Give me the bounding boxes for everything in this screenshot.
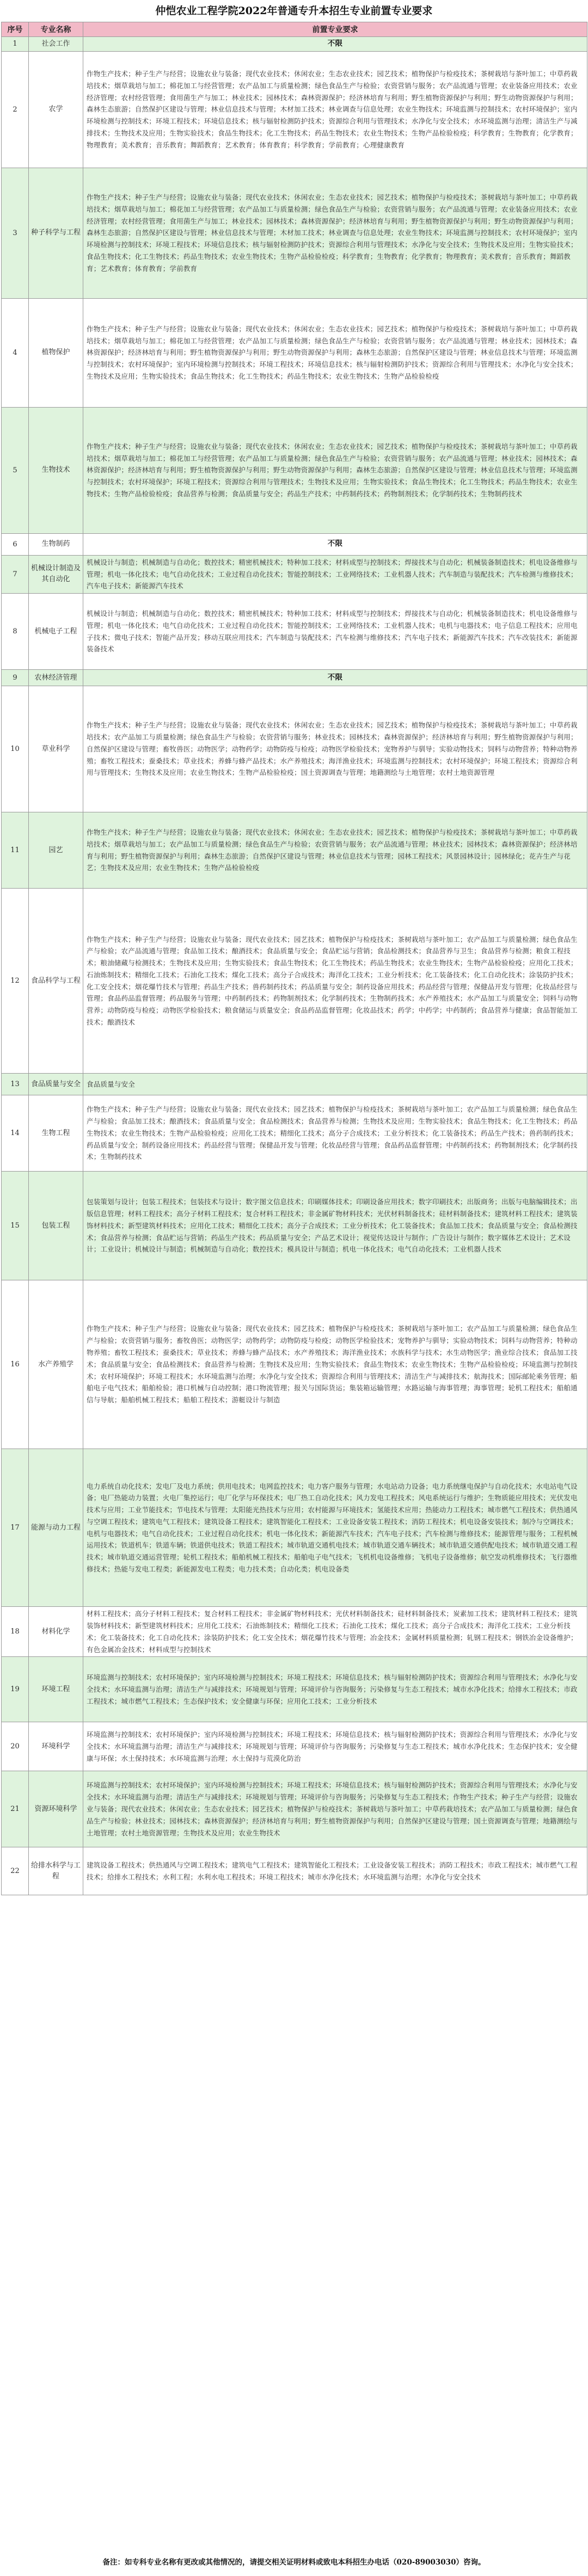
requirement-text: 作物生产技术；种子生产与经营；设施农业与装备；现代农业技术；休闲农业；生态农业技术；园艺技术；植物保护与检疫技术；茶树栽培与茶叶加工；中草药栽培技术；烟草栽培与加工；农产品加工与质量检测；绿色食品生产与检验；农资营销与服务；农产品流通与管理；林业技术；园林技术；森林资源保护；经济林培育与利用；野生植物资源保护与利用；森林生态旅游；自然保护区建设与管理；林业信息技术与管理；园林工程技术；风景园林设计；园林绿化；花卉生产与花艺；生物技术及应用；农业生物技术；生物产品检验检疫 [83, 812, 587, 889]
table-row [2, 51, 587, 168]
table-row [2, 670, 587, 686]
row-number: 22 [2, 1847, 29, 1895]
requirement-text: 作物生产技术；种子生产与经营；设施农业与装备；现代农业技术；园艺技术；植物保护与检疫技术；茶树栽培与茶叶加工；农产品加工与质量检测；绿色食品生产与检验；食品加工技术；酿酒技术；食品质量与安全；食品检测技术；食品营养与检测；生物技术及应用；生物实验技术；食品生物技术；化工生物技术；药品生物技术；农业生物技术；生物产品检验检疫；应用化工技术；精细化工技术；高分子合成技术；工业分析技术；化工装备技术；药品生产技术；兽药制药技术；药品质量与安全；制药设备应用技术；药品经营与管理；保健品开发与管理；化妆品经营与管理；食品药品监督管理；中药制药技术；药物制剂技术；化学制药技术；生物制药技术 [83, 1095, 587, 1172]
table-row [2, 555, 587, 593]
table-row [2, 889, 587, 1074]
row-number: 9 [2, 670, 29, 686]
requirement-text: 环境监测与控制技术；农村环境保护；室内环境检测与控制技术；环境工程技术；环境信息技术；核与辐射检测防护技术；资源综合利用与管理技术；水净化与安全技术；水环境监测与治理；清洁生产与减排技术；环境规划与管理；环境评价与咨询服务；污染修复与生态工程技术；作物生产技术；种子生产与经营；设施农业与装备；现代农业技术；休闲农业；生态农业技术；园艺技术；植物保护与检疫技术；茶树栽培与茶叶加工；中草药栽培技术；农产品加工与质量检测；绿色食品生产与检验；林业技术；园林技术；森林资源保护；经济林培育与利用；野生植物资源保护与利用；自然保护区建设与管理；国土资源调查与管理；地籍测绘与土地管理；农村土地资源管理；生物技术及应用；农业生物技术 [83, 1771, 587, 1847]
major-name: 农林经济管理 [29, 670, 83, 686]
requirement-text: 食品质量与安全 [83, 1074, 587, 1095]
row-number: 20 [2, 1722, 29, 1771]
row-number: 13 [2, 1074, 29, 1095]
requirement-text: 材料工程技术；高分子材料工程技术；复合材料工程技术；非金属矿物材料技术；光伏材料制备技术；硅材料制备技术；炭素加工技术；建筑材料工程技术；建筑装饰材料技术；新型建筑材料技术；应用化工技术；石油炼制技术；精细化工技术；石油化工技术；煤化工技术；高分子合成技术；海洋化工技术；工业分析技术；化工装备技术；化工自动化技术；涂装防护技术；化工安全技术；烟花爆竹技术与管理；冶金技术；金属材料质量检测；轧钢工程技术；钢铁冶金设备维护；有色金属冶金技术；材料成型与控制技术 [83, 1607, 587, 1657]
requirement-text: 不限 [83, 670, 587, 686]
requirement-text: 作物生产技术；种子生产与经营；设施农业与装备；现代农业技术；园艺技术；植物保护与检疫技术；茶树栽培与茶叶加工；农产品加工与质量检测；绿色食品生产与检验；农资营销与服务；畜牧兽医；动物医学；动物药学；动物防疫与检疫；动物医学检验技术；宠物养护与驯导；实验动物技术；饲料与动物营养；特种动物养殖；畜牧工程技术；蚕桑技术；草业技术；养蜂与蜂产品技术；水产养殖技术；海洋渔业技术；水族科学与技术；水生动物医学；渔业综合技术；食品加工技术；食品质量与安全；食品检测技术；食品营养与检测；生物技术及应用；生物实验技术；食品生物技术；农业生物技术；生物产品检验检疫；环境监测与控制技术；农村环境保护；环境工程技术；水环境监测与治理；水净化与安全技术；资源综合利用与管理技术；清洁生产与减排技术；航海技术；国际邮轮乘务管理；船舶电子电气技术；船舶检验；港口机械与自动控制；港口物流管理；报关与国际货运；集装箱运输管理；水路运输与海事管理；海事管理；轮机工程技术；船舶通信与导航；船舶机械工程技术；船舶工程技术；游艇设计与制造 [83, 1280, 587, 1449]
major-name: 能源与动力工程 [29, 1449, 83, 1607]
table-row [2, 37, 587, 52]
row-number: 15 [2, 1172, 29, 1280]
major-name: 种子科学与工程 [29, 168, 83, 298]
requirement-text: 机械设计与制造；机械制造与自动化；数控技术；精密机械技术；特种加工技术；材料成型与控制技术；焊接技术与自动化；机械装备制造技术；机电设备维修与管理；机电一体化技术；电气自动化技术；工业过程自动化技术；智能控制技术；工业网络技术；工业机器人技术；电机与电器技术；电子信息工程技术；应用电子技术；微电子技术；智能产品开发；移动互联应用技术；汽车制造与装配技术；汽车检测与维修技术；汽车电子技术；新能源汽车技术；汽车改装技术；新能源装备技术 [83, 594, 587, 670]
table-row [2, 407, 587, 533]
major-name: 资源环境科学 [29, 1771, 83, 1847]
row-number: 3 [2, 168, 29, 298]
requirement-text: 作物生产技术；种子生产与经营；设施农业与装备；现代农业技术；休闲农业；生态农业技术；园艺技术；植物保护与检疫技术；茶树栽培与茶叶加工；中草药栽培技术；农产品加工与质量检测；绿色食品生产与检验；农资营销与服务；林业技术；园林技术；森林资源保护；经济林培育与利用；野生植物资源保护与利用；自然保护区建设与管理；畜牧兽医；动物医学；动物药学；动物防疫与检疫；动物医学检验技术；宠物养护与驯导；实验动物技术；饲料与动物营养；特种动物养殖；畜牧工程技术；蚕桑技术；草业技术；养蜂与蜂产品技术；水产养殖技术；海洋渔业技术；环境监测与控制技术；农村环境保护；环境工程技术；资源综合利用与管理技术；生物技术及应用；农业生物技术；生物产品检验检疫；国土资源调查与管理；地籍测绘与土地管理；农村土地资源管理 [83, 686, 587, 812]
table-row [2, 1280, 587, 1449]
header-num: 序号 [2, 22, 29, 37]
major-name: 机械电子工程 [29, 594, 83, 670]
major-name: 园艺 [29, 812, 83, 889]
major-name: 草业科学 [29, 686, 83, 812]
table-body [2, 37, 587, 1895]
table-row [2, 1722, 587, 1771]
row-number: 2 [2, 51, 29, 168]
table-row [2, 812, 587, 889]
major-name: 生物制药 [29, 533, 83, 555]
major-name: 环境科学 [29, 1722, 83, 1771]
row-number: 19 [2, 1657, 29, 1722]
table-row [2, 1074, 587, 1095]
major-name: 机械设计制造及其自动化 [29, 555, 83, 593]
row-number: 18 [2, 1607, 29, 1657]
table-row [2, 533, 587, 555]
requirement-text: 作物生产技术；种子生产与经营；设施农业与装备；现代农业技术；休闲农业；生态农业技术；园艺技术；植物保护与检疫技术；茶树栽培与茶叶加工；中草药栽培技术；烟草栽培与加工；棉花加工与经营管理；农产品加工与质量检测；绿色食品生产与检验；农资营销与服务；农产品流通与管理；林业技术；园林技术；森林资源保护；经济林培育与利用；野生植物资源保护与利用；野生动物资源保护与利用；森林生态旅游；自然保护区建设与管理；林业信息技术与管理；环境监测与控制技术；农村环境保护；室内环境检测与控制技术；环境工程技术；环境信息技术；核与辐射检测防护技术；资源综合利用与管理技术；水净化与安全技术；生物技术及应用；生物实验技术；食品生物技术；化工生物技术；药品生物技术；农业生物技术；生物产品检验检疫 [83, 298, 587, 407]
major-name: 给排水科学与工程 [29, 1847, 83, 1895]
requirement-text: 机械设计与制造；机械制造与自动化；数控技术；精密机械技术；特种加工技术；材料成型与控制技术；焊接技术与自动化；机械装备制造技术；机电设备维修与管理；机电一体化技术；电气自动化技术；工业过程自动化技术；智能控制技术；工业网络技术；工业机器人技术；汽车制造与装配技术；汽车检测与维修技术；汽车电子技术；新能源汽车技术 [83, 555, 587, 593]
requirement-text: 环境监测与控制技术；农村环境保护；室内环境检测与控制技术；环境工程技术；环境信息技术；核与辐射检测防护技术；资源综合利用与管理技术；水净化与安全技术；水环境监测与治理；清洁生产与减排技术；环境规划与管理；环境评价与咨询服务；污染修复与生态工程技术；城市水净化技术；生态保护技术；安全健康与环保；水土保持技术；水环境监测与治理；水土保持与荒漠化防治 [83, 1722, 587, 1771]
table-row [2, 1847, 587, 1895]
table-header-row [2, 22, 587, 37]
major-name: 包装工程 [29, 1172, 83, 1280]
row-number: 11 [2, 812, 29, 889]
row-number: 7 [2, 555, 29, 593]
footer-note: 备注：如专科专业名称有更改或其他情况的，请提交相关证明材料或致电本科招生办电话（020-89003030）咨询。 [102, 2558, 486, 2567]
row-number: 14 [2, 1095, 29, 1172]
header-name: 专业名称 [29, 22, 83, 37]
major-name: 农学 [29, 51, 83, 168]
table-row [2, 1449, 587, 1607]
requirement-text: 电力系统自动化技术；发电厂及电力系统；供用电技术；电网监控技术；电力客户服务与管理；水电站动力设备；电力系统继电保护与自动化技术；水电站电气设备；电厂热能动力装置；火电厂集控运行；电厂化学与环保技术；电厂热工自动化技术；风力发电工程技术；风电系统运行与维护；生物质能应用技术；光伏发电技术与应用；工业节能技术；节电技术与管理；太阳能光热技术与应用；农村能源与环境技术；氢能技术应用；热能动力工程技术；城市燃气工程技术；供热通风与空调工程技术；建筑电气工程技术；建筑设备工程技术；建筑智能化工程技术；工业设备安装工程技术；消防工程技术；机电设备安装技术；制冷与空调技术；电机与电器技术；电气自动化技术；工业过程自动化技术；机电一体化技术；新能源汽车技术；汽车电子技术；汽车检测与维修技术；能源管理与服务；工程机械运用技术；铁道机车；铁道车辆；铁道供电技术；铁道工程技术；城市轨道交通机电技术；城市轨道交通车辆技术；城市轨道交通供配电技术；城市轨道交通工程技术；城市轨道交通运营管理；轮机工程技术；船舶机械工程技术；船舶电子电气技术；飞机机电设备维修；飞机电子设备维修；航空发动机维修技术；飞行器维修技术；热能与发电工程类；新能源发电工程类；电力技术类；自动化类；机电设备类 [83, 1449, 587, 1607]
major-name: 生物工程 [29, 1095, 83, 1172]
row-number: 5 [2, 407, 29, 533]
major-name: 水产养殖学 [29, 1280, 83, 1449]
requirement-text: 不限 [83, 37, 587, 52]
requirement-text: 作物生产技术；种子生产与经营；设施农业与装备；现代农业技术；休闲农业；生态农业技术；园艺技术；植物保护与检疫技术；茶树栽培与茶叶加工；中草药栽培技术；烟草栽培与加工；棉花加工与经营管理；农产品加工与质量检测；绿色食品生产与检验；农资营销与服务；农产品流通与管理；农业装备应用技术；农业经济管理；农村经营管理；食用菌生产与加工；林业技术；园林技术；森林资源保护；经济林培育与利用；野生植物资源保护与利用；野生动物资源保护与利用；森林生态旅游；自然保护区建设与管理；林业信息技术与管理；木材加工技术；林业调查与信息处理；农业生物技术；环境监测与控制技术；农村环境保护；室内环境检测与控制技术；环境工程技术；环境信息技术；核与辐射检测防护技术；资源综合利用与管理技术；水净化与安全技术；生物技术及应用；生物实验技术；食品生物技术；化工生物技术；药品生物技术；农业生物技术；生物产品检验检疫；科学教育；生物教育；化学教育；物理教育；美术教育；音乐教育；舞蹈教育；艺术教育；体育教育；学前教育 [83, 168, 587, 298]
row-number: 1 [2, 37, 29, 52]
table-row [2, 298, 587, 407]
table-row [2, 1771, 587, 1847]
row-number: 4 [2, 298, 29, 407]
requirement-text: 作物生产技术；种子生产与经营；设施农业与装备；现代农业技术；休闲农业；生态农业技术；园艺技术；植物保护与检疫技术；茶树栽培与茶叶加工；中草药栽培技术；烟草栽培与加工；棉花加工与经营管理；农产品加工与质量检测；绿色食品生产与检验；农资营销与服务；农产品流通与管理；农业装备应用技术；农业经济管理；农村经营管理；食用菌生产与加工；林业技术；园林技术；森林资源保护；经济林培育与利用；野生植物资源保护与利用；野生动物资源保护与利用；森林生态旅游；自然保护区建设与管理；林业信息技术与管理；木材加工技术；林业调查与信息处理；农业生物技术；环境监测与控制技术；农村环境保护；室内环境检测与控制技术；环境工程技术；环境信息技术；核与辐射检测防护技术；资源综合利用与管理技术；水净化与安全技术；水环境监测与治理；清洁生产与减排技术；生物技术及应用；生物实验技术；食品生物技术；化工生物技术；药品生物技术；农业生物技术；生物产品检验检疫；科学教育；生物教育；化学教育；物理教育；美术教育；音乐教育；舞蹈教育；艺术教育；体育教育；科学教育；学前教育；心理健康教育 [83, 51, 587, 168]
major-name: 社会工作 [29, 37, 83, 52]
requirement-text: 作物生产技术；种子生产与经营；设施农业与装备；现代农业技术；休闲农业；生态农业技术；园艺技术；植物保护与检疫技术；茶树栽培与茶叶加工；中草药栽培技术；烟草栽培与加工；棉花加工与经营管理；农产品加工与质量检测；绿色食品生产与检验；农资营销与服务；农产品流通与管理；林业技术；园林技术；森林资源保护；经济林培育与利用；野生植物资源保护与利用；野生动物资源保护与利用；森林生态旅游；自然保护区建设与管理；林业信息技术与管理；环境监测与控制技术；农村环境保护；环境工程技术；资源综合利用与管理技术；生物技术及应用；生物实验技术；食品生物技术；化工生物技术；药品生物技术；农业生物技术；生物产品检验检疫；食品营养与检测；食品质量与安全；药品生产技术；中药制药技术；药物制剂技术；化学制药技术；生物制药技术 [83, 407, 587, 533]
requirement-text: 环境监测与控制技术；农村环境保护；室内环境检测与控制技术；环境工程技术；环境信息技术；核与辐射检测防护技术；资源综合利用与管理技术；水净化与安全技术；水环境监测与治理；清洁生产与减排技术；环境规划与管理；环境评价与咨询服务；污染修复与生态工程技术；城市水净化技术；给排水工程技术；市政工程技术；城市燃气工程技术；生态保护技术；安全健康与环保；应用化工技术；工业分析技术 [83, 1657, 587, 1722]
requirement-text: 作物生产技术；种子生产与经营；设施农业与装备；现代农业技术；园艺技术；植物保护与检疫技术；茶树栽培与茶叶加工；农产品加工与质量检测；绿色食品生产与检验；农产品流通与管理；食品加工技术；酿酒技术；食品质量与安全；食品贮运与营销；食品检测技术；食品营养与卫生；食品营养与检测；粮食工程技术；粮油储藏与检测技术；生物技术及应用；生物实验技术；食品生物技术；化工生物技术；药品生物技术；农业生物技术；生物产品检验检疫；应用化工技术；石油炼制技术；精细化工技术；石油化工技术；煤化工技术；高分子合成技术；海洋化工技术；工业分析技术；化工装备技术；化工自动化技术；涂装防护技术；化工安全技术；烟花爆竹技术与管理；药品生产技术；兽药制药技术；药品质量与安全；制药设备应用技术；药品经营与管理；保健品开发与管理；化妆品经营与管理；食品药品监督管理；药品服务与管理；中药制药技术；药物制剂技术；化学制药技术；生物制药技术；水产养殖技术；水产品加工与质量安全；饲料与动物营养；动物防疫与检疫；动物医学检验技术；粮食储运与质量安全；食品药品监督管理；化妆品技术；药学；中药学；中药制药；食品营养与健康；食品智能加工技术；酿酒技术 [83, 889, 587, 1074]
requirements-table [1, 22, 587, 1895]
major-name: 食品质量与安全 [29, 1074, 83, 1095]
table-row [2, 1095, 587, 1172]
requirement-text: 不限 [83, 533, 587, 555]
row-number: 10 [2, 686, 29, 812]
row-number: 12 [2, 889, 29, 1074]
table-row [2, 594, 587, 670]
table-row [2, 1657, 587, 1722]
row-number: 6 [2, 533, 29, 555]
major-name: 植物保护 [29, 298, 83, 407]
major-name: 生物技术 [29, 407, 83, 533]
table-row [2, 686, 587, 812]
row-number: 16 [2, 1280, 29, 1449]
row-number: 21 [2, 1771, 29, 1847]
major-name: 环境工程 [29, 1657, 83, 1722]
table-row [2, 1607, 587, 1657]
major-name: 材料化学 [29, 1607, 83, 1657]
page-title: 仲恺农业工程学院2022年普通专升本招生专业前置专业要求 [155, 5, 433, 17]
requirement-text: 包装策划与设计；包装工程技术；包装技术与设计；数字图文信息技术；印刷媒体技术；印刷设备应用技术；数字印刷技术；出版商务；出版与电脑编辑技术；出版信息管理；材料工程技术；高分子材料工程技术；复合材料工程技术；非金属矿物材料技术；光伏材料制备技术；硅材料制备技术；建筑材料工程技术；建筑装饰材料技术；新型建筑材料技术；应用化工技术；精细化工技术；高分子合成技术；工业分析技术；化工装备技术；食品加工技术；食品质量与安全；食品检测技术；食品营养与检测；食品贮运与营销；药品生产技术；药品质量与安全；产品艺术设计；视觉传达设计与制作；广告设计与制作；数字媒体艺术设计；艺术设计；工业设计；机械设计与制造；机械制造与自动化；数控技术；模具设计与制造；机电一体化技术；电气自动化技术；工业机器人技术 [83, 1172, 587, 1280]
header-requirement: 前置专业要求 [83, 22, 587, 37]
row-number: 8 [2, 594, 29, 670]
requirement-text: 建筑设备工程技术；供热通风与空调工程技术；建筑电气工程技术；建筑智能化工程技术；工业设备安装工程技术；消防工程技术；市政工程技术；城市燃气工程技术；给排水工程技术；水利工程；水利水电工程技术；环境工程技术；城市水净化技术；水环境监测与治理；水净化与安全技术 [83, 1847, 587, 1895]
row-number: 17 [2, 1449, 29, 1607]
table-row [2, 168, 587, 298]
major-name: 食品科学与工程 [29, 889, 83, 1074]
table-row [2, 1172, 587, 1280]
